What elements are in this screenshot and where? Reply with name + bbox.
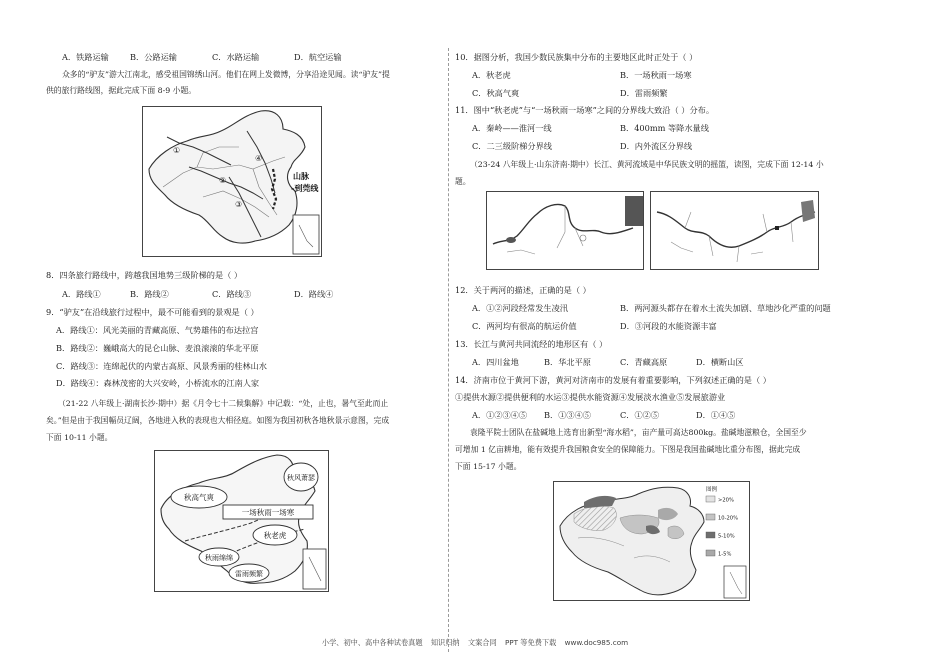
q9-option-c: C．路线③：连绵起伏的内蒙古高原、风景秀丽的桂林山水 bbox=[56, 361, 267, 371]
q14-statements: ①提供水源②提供便利的水运③提供水能资源④发展淡水渔业⑤发展旅游业 bbox=[455, 392, 726, 402]
q14-option-d: D．①④⑤ bbox=[696, 410, 736, 420]
q9-stem: 9．“驴友”在沿线旅行过程中，最不可能看到的景观是（ ） bbox=[46, 307, 259, 317]
q13-option-a: A．四川盆地 bbox=[472, 357, 519, 367]
q7-option-d: D．航空运输 bbox=[294, 52, 342, 62]
q10-option-c: C．秋高气爽 bbox=[472, 88, 520, 98]
q12-stem: 12．关于两河的描述，正确的是（ ） bbox=[455, 285, 591, 295]
intro-15-17-line3: 下面 15-17 小题。 bbox=[455, 462, 522, 471]
yangtze-river-map bbox=[650, 191, 819, 270]
q9-option-b: B．路线②：巍峨高大的昆仑山脉、麦浪滚滚的华北平原 bbox=[56, 343, 259, 353]
q9-option-d: D．路线④：森林茂密的大兴安岭，小桥流水的江南人家 bbox=[56, 378, 260, 388]
legend-label-1-5: 1-5% bbox=[718, 551, 732, 558]
q14-option-c: C．①②⑤ bbox=[620, 410, 660, 420]
intro-15-17-line1: 袁隆平院士团队在盐碱地上选育出新型“海水稻”，亩产量可高达800kg。盐碱地滋粮仓，全国至少 bbox=[470, 428, 807, 437]
q14-option-a: A．①②③④⑤ bbox=[472, 410, 528, 420]
saline-land-map bbox=[553, 481, 750, 601]
q10-stem: 10．据图分析，我国少数民族集中分布的主要地区此时正处于（ ） bbox=[455, 52, 698, 62]
route-label-3: ③ bbox=[235, 200, 243, 209]
intro-8-9-line2: 供的旅行路线图，据此完成下面 8-9 小题。 bbox=[46, 86, 197, 95]
q11-option-c: C．二三级阶梯分界线 bbox=[472, 141, 552, 151]
legend-swatch-gt20 bbox=[706, 496, 715, 502]
q14-stem: 14．济南市位于黄河下游，黄河对济南市的发展有着重要影响，下列叙述正确的是（ ） bbox=[455, 375, 771, 385]
q10-option-d: D．雷雨频繁 bbox=[620, 88, 668, 98]
label-qiu-lao-hu: 秋老虎 bbox=[263, 531, 287, 540]
q10-option-b: B．一场秋雨一场寒 bbox=[620, 70, 692, 80]
q8-option-d: D．路线④ bbox=[294, 289, 334, 299]
label-qiu-gao-qi-shuang: 秋高气爽 bbox=[184, 493, 214, 502]
q13-option-d: D．横断山区 bbox=[696, 357, 744, 367]
q8-option-a: A．路线① bbox=[62, 289, 101, 299]
intro-10-11-line3: 下面 10-11 小题。 bbox=[46, 433, 113, 442]
legend-list bbox=[706, 496, 738, 558]
legend-swatch-10-20 bbox=[706, 514, 715, 520]
q11-option-d: D．内外流区分界线 bbox=[620, 141, 693, 151]
q10-option-a: A．秋老虎 bbox=[472, 70, 511, 80]
q13-option-b: B．华北平原 bbox=[544, 357, 591, 367]
legend-label-5-10: 5-10% bbox=[718, 533, 735, 540]
label-lei-yu-pin-fan: 雷雨频繁 bbox=[235, 570, 263, 578]
footer-item-contracts: 文案合同 bbox=[467, 638, 497, 647]
legend-swatch-1-5 bbox=[706, 550, 715, 556]
legend-title: 图例 bbox=[706, 487, 718, 493]
yellow-river-map bbox=[486, 191, 644, 270]
q8-stem: 8．四条旅行路线中，跨越我国地势三级阶梯的是（ ） bbox=[46, 270, 243, 280]
column-divider bbox=[448, 48, 449, 652]
autumn-scene-map bbox=[154, 450, 329, 592]
footer-item-exams: 小学、初中、高中各种试卷真题 bbox=[321, 638, 423, 647]
q13-option-c: C．青藏高原 bbox=[620, 357, 668, 367]
q11-option-b: B．400mm 等降水量线 bbox=[620, 123, 709, 133]
q11-stem: 11．图中“秋老虎”与“一场秋雨一场寒”之间的分界线大致沿（ ）分布。 bbox=[455, 105, 715, 115]
route-label-1: ① bbox=[173, 146, 181, 155]
label-qiu-feng-xiao-se: 秋风萧瑟 bbox=[287, 474, 315, 482]
legend-swatch-5-10 bbox=[706, 532, 715, 538]
q7-option-a: A．铁路运输 bbox=[62, 52, 109, 62]
footer-item-knowledge: 知识归纳 bbox=[430, 638, 460, 647]
mountain-line-label-2: -到莞线 bbox=[291, 184, 319, 193]
footer-item-ppt: PPT 等免费下载 bbox=[504, 638, 557, 647]
intro-10-11-line2: 矣。”但是由于我国幅员辽阔，各地进入秋的表现也大相径庭。如图为我国初秋各地秋景示意图，完成 bbox=[46, 416, 390, 425]
label-qiu-yu-mian-mian: 秋雨绵绵 bbox=[205, 554, 233, 562]
intro-12-14-line2: 题。 bbox=[455, 177, 471, 186]
page-footer bbox=[0, 638, 950, 648]
intro-15-17-line2: 可增加 1 亿亩耕地，能有效提升我国粮食安全的保障能力。下图是我国盐碱地比重分布图，据此完成 bbox=[455, 445, 801, 454]
q13-stem: 13．长江与黄河共同流经的地形区有（ ） bbox=[455, 339, 608, 349]
q12-option-d: D．③河段的水能资源丰富 bbox=[620, 321, 717, 331]
route-label-4: ④ bbox=[255, 154, 263, 163]
legend-label-10-20: 10-20% bbox=[718, 515, 739, 522]
q12-option-c: C．两河均有很高的航运价值 bbox=[472, 321, 577, 331]
travel-route-map bbox=[142, 106, 322, 257]
q8-option-b: B．路线② bbox=[130, 289, 169, 299]
q9-option-a: A．路线①：风光美丽的青藏高原、气势雄伟的布达拉宫 bbox=[56, 325, 259, 335]
intro-10-11-line1: （21-22 八年级上·湖南长沙·期中）据《月令七十二候集解》中记载：“处，止也，暑气至此而止 bbox=[58, 399, 389, 408]
q7-option-c: C．水路运输 bbox=[212, 52, 260, 62]
q8-option-c: C．路线③ bbox=[212, 289, 252, 299]
q14-option-b: B．①③④⑤ bbox=[544, 410, 591, 420]
intro-8-9-line1: 众多的“驴友”游大江南北，感受祖国锦绣山河。他们在网上发微博，分享沿途见闻。读“驴友”提 bbox=[62, 70, 390, 79]
q12-option-b: B．两河源头都存在着水土流失加剧、草地沙化严重的问题 bbox=[620, 303, 831, 313]
route-label-2: ② bbox=[219, 176, 227, 185]
label-yi-chang-qiu-yu: 一场秋雨一场寒 bbox=[241, 508, 295, 517]
footer-website-link[interactable]: www.doc985.com bbox=[564, 638, 629, 647]
q12-option-a: A．①②河段经常发生凌汛 bbox=[472, 303, 568, 313]
legend-label-gt20: >20% bbox=[718, 497, 734, 504]
q7-option-b: B．公路运输 bbox=[130, 52, 177, 62]
q11-option-a: A．秦岭——淮河一线 bbox=[472, 123, 552, 133]
intro-12-14-line1: （23-24 八年级上·山东济南·期中）长江、黄河流域是中华民族文明的摇篮，读图，完成下面 12-14 小 bbox=[470, 160, 824, 169]
mountain-line-label-1: 山脉 bbox=[293, 172, 309, 181]
